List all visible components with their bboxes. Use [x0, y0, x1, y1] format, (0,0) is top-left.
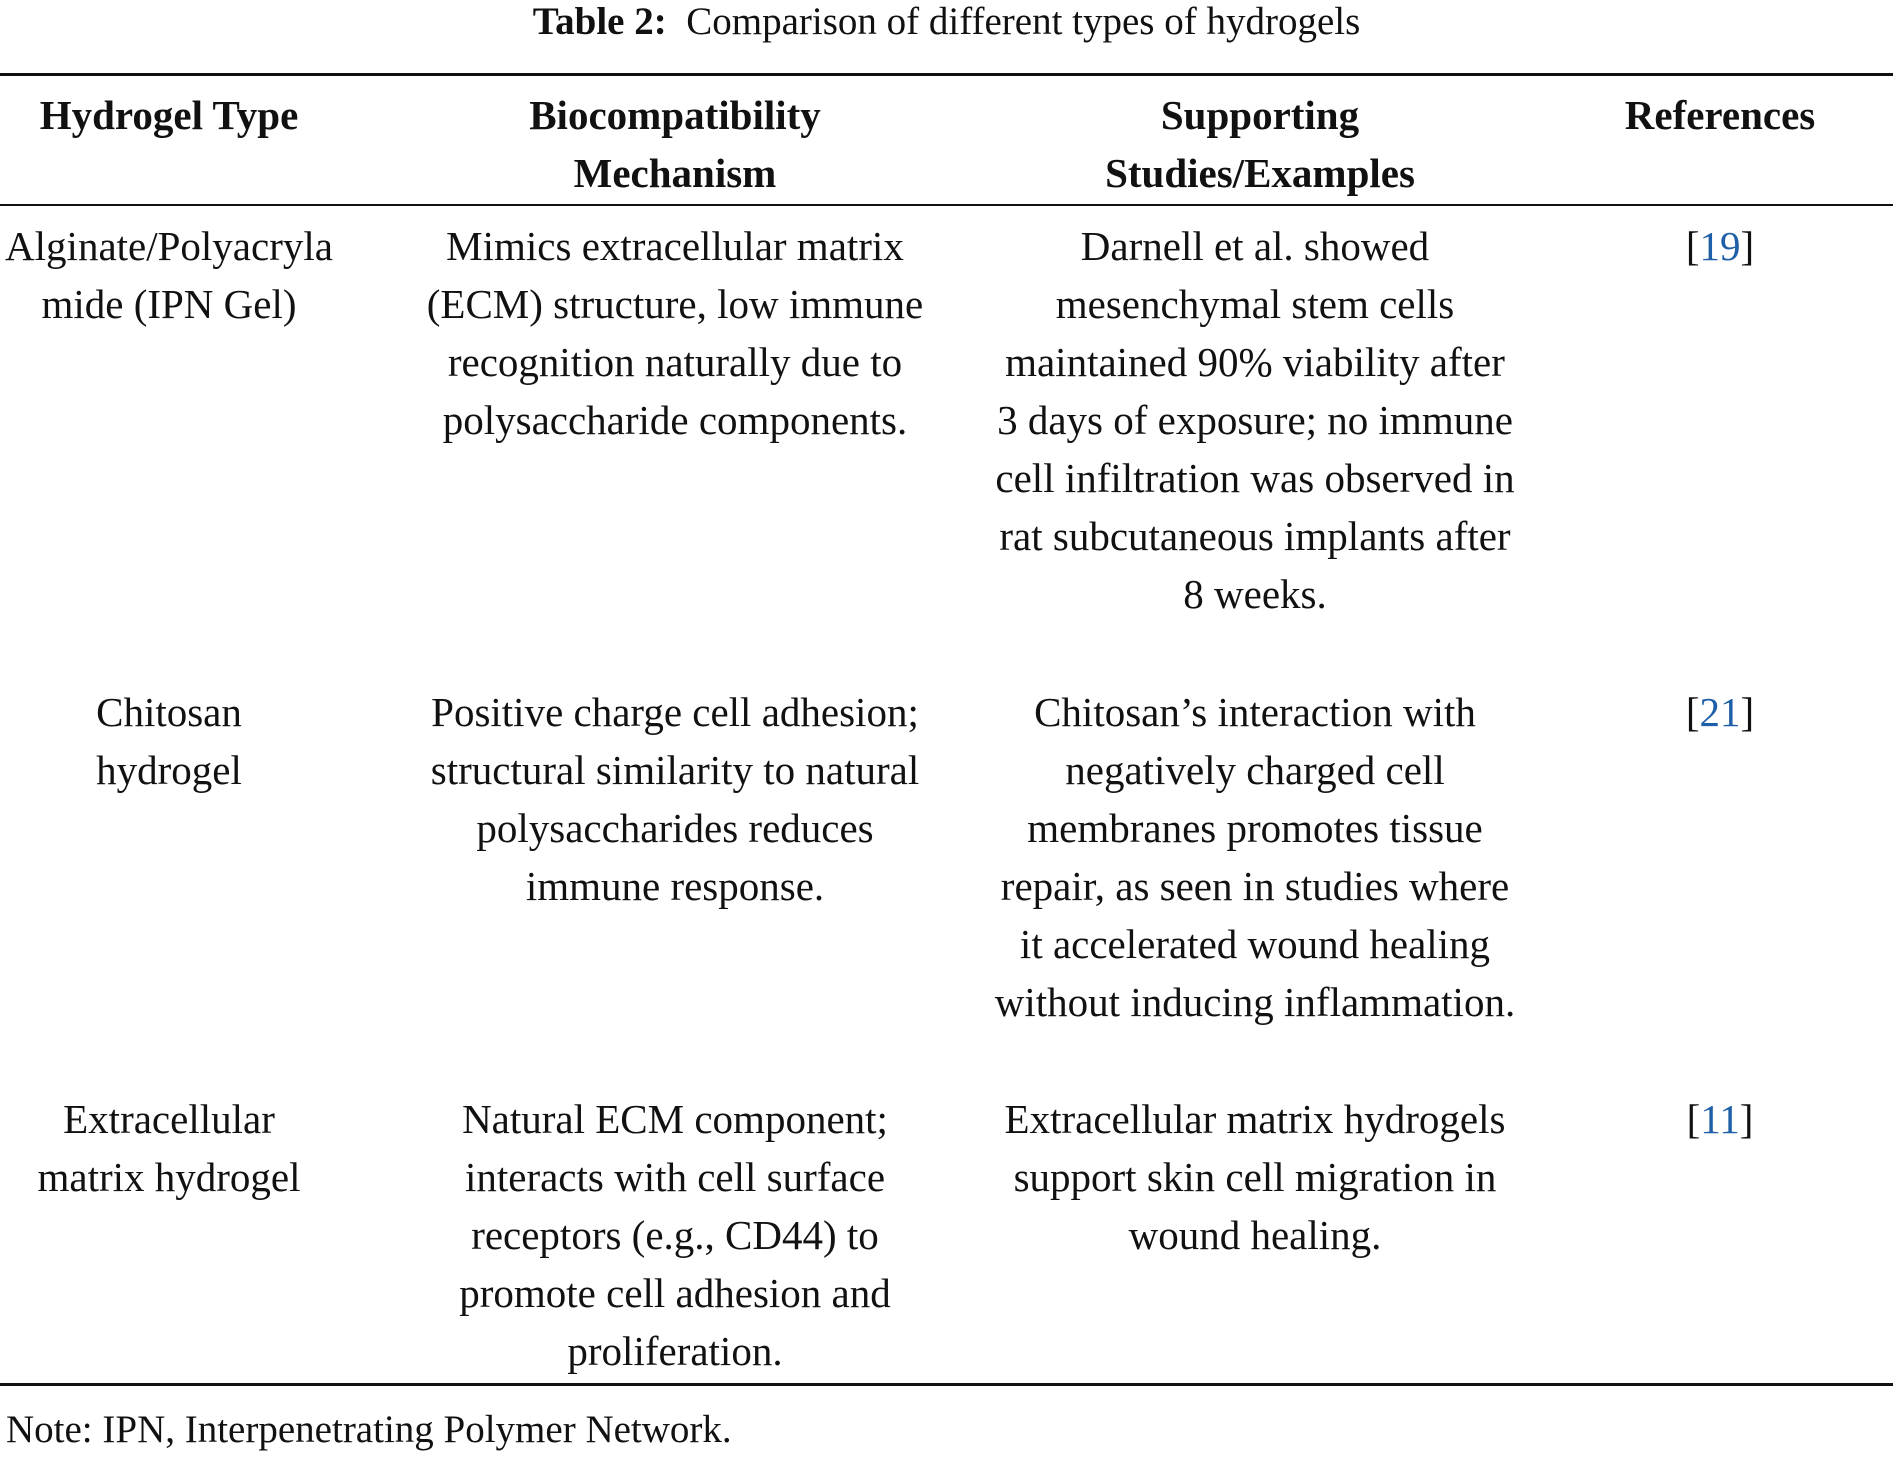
row2-reference: [21]	[1685, 689, 1755, 735]
row2-studies: Chitosan’s interaction with negatively charged cell membranes promotes tissue repair, as seen in studies where it accelerated wound healing without inducing inflammation.	[994, 689, 1516, 1025]
caption-label: Table 2:	[532, 0, 667, 43]
table-header-rule	[0, 204, 1893, 206]
header-supporting-studies: Supporting Studies/Examples	[1105, 92, 1415, 196]
row1-hydrogel-type: Alginate/Polyacrylamide (IPN Gel)	[5, 223, 333, 327]
header-biocompatibility-mechanism: Biocompatibility Mechanism	[529, 92, 821, 196]
table-caption	[0, 0, 1893, 44]
row1-reference-link[interactable]: 19	[1699, 223, 1741, 269]
row3-mechanism: Natural ECM component; interacts with cell surface receptors (e.g., CD44) to promote cell adhesion and proliferation.	[459, 1096, 891, 1374]
caption-text: Comparison of different types of hydrogels	[686, 0, 1361, 43]
row2-hydrogel-type: Chitosan hydrogel	[96, 689, 242, 793]
header-hydrogel-type: Hydrogel Type	[39, 92, 299, 138]
table-top-rule	[0, 73, 1893, 76]
row3-reference: [11]	[1686, 1096, 1754, 1142]
row2-mechanism: Positive charge cell adhesion; structural similarity to natural polysaccharides reduces immune response.	[430, 689, 920, 909]
table-note: Note: IPN, Interpenetrating Polymer Network.	[6, 1408, 732, 1451]
row1-studies: Darnell et al. showed mesenchymal stem cells maintained 90% viability after 3 days of exposure; no immune cell infiltration was observed in rat subcutaneous implants after 8 weeks.	[995, 223, 1515, 617]
row2-reference-link[interactable]: 21	[1699, 689, 1741, 735]
table-bottom-rule	[0, 1383, 1893, 1386]
row3-reference-link[interactable]: 11	[1700, 1096, 1740, 1142]
row1-mechanism: Mimics extracellular matrix (ECM) structure, low immune recognition naturally due to polysaccharide components.	[426, 223, 924, 443]
row3-hydrogel-type: Extracellular matrix hydrogel	[37, 1096, 301, 1200]
row1-reference: [19]	[1685, 223, 1755, 269]
row3-studies: Extracellular matrix hydrogels support skin cell migration in wound healing.	[1004, 1096, 1506, 1258]
header-references: References	[1624, 92, 1816, 138]
